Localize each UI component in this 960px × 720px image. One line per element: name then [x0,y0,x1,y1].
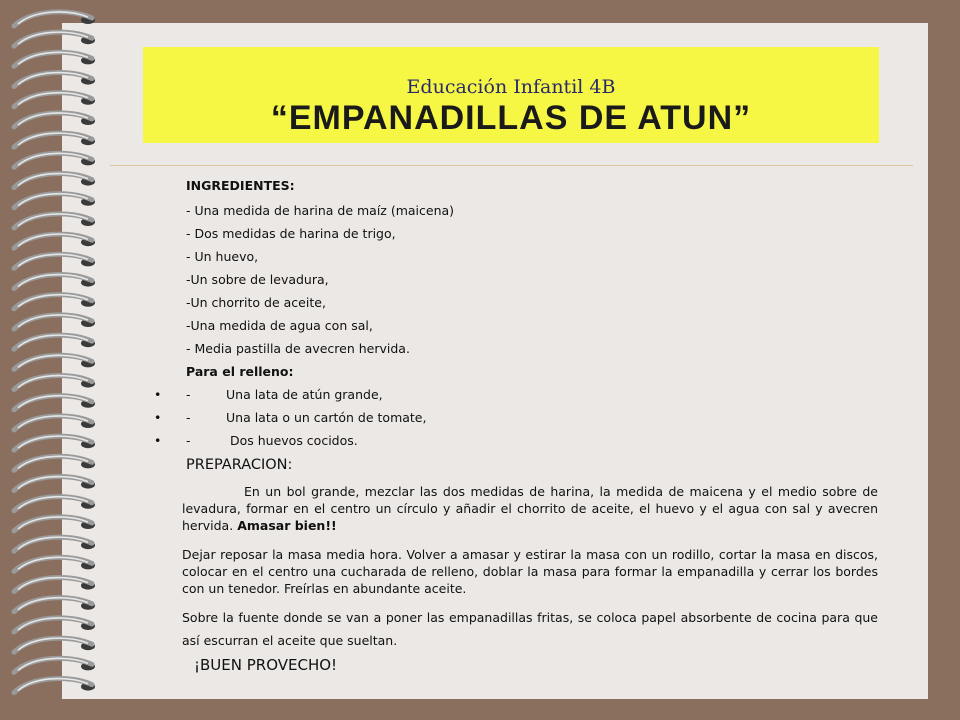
ingredient-item: -Un sobre de levadura, [186,272,329,287]
preparation-paragraph: Sobre la fuente donde se van a poner las empanadillas fritas, se coloca papel absorbente de cocina para que así escurran el aceite que sueltan. [182,610,878,648]
preparation-text: En un bol grande, mezclar las dos medidas de harina, la medida de maicena y el medio sobre de levadura, formar en el centro un círculo y añadir el chorrito de aceite, el huevo y el agua con sal y avecren hervida. [182,484,878,533]
preparation-paragraph: Dejar reposar la masa media hora. Volver a amasar y estirar la masa con un rodillo, cortar la masa en discos, colocar en el centro una cucharada de relleno, doblar la masa para formar la empanadilla y cerrar los bordes con un tenedor. Freírlas en abundante aceite. [182,547,878,596]
bullet-icon: • [154,387,162,402]
bullet-icon: • [154,433,162,448]
filling-item [154,387,383,402]
dash: - [186,387,191,402]
ingredient-item: - Un huevo, [186,249,259,264]
closing-phrase: ¡BUEN PROVECHO! [194,656,338,674]
ingredient-item: - Dos medidas de harina de trigo, [186,226,396,241]
class-name: Educación Infantil 4B [406,76,616,98]
ingredient-item: -Una medida de agua con sal, [186,318,373,333]
filling-item [154,433,358,448]
ingredient-item: - Una medida de harina de maíz (maicena) [186,203,455,218]
ingredients-heading: INGREDIENTES: [186,178,295,193]
filling-item [154,410,427,425]
filling-item-text: Dos huevos cocidos. [226,433,358,448]
ingredient-item: -Un chorrito de aceite, [186,295,326,310]
filling-item-text: Una lata o un cartón de tomate, [226,410,427,425]
divider [110,165,913,166]
bullet-icon: • [154,410,162,425]
filling-heading: Para el relleno: [186,364,294,379]
preparation-emphasis: Amasar bien!! [237,518,337,533]
filling-item-text: Una lata de atún grande, [226,387,383,402]
spiral-binding [0,0,110,720]
dash: - [186,410,191,425]
preparation-paragraph [182,483,878,534]
ingredient-item: - Media pastilla de avecren hervida. [186,341,410,356]
dash: - [186,433,191,448]
title-banner [143,47,879,143]
recipe-title: “EMPANADILLAS DE ATUN” [270,99,752,137]
preparation-heading: PREPARACION: [186,457,293,473]
